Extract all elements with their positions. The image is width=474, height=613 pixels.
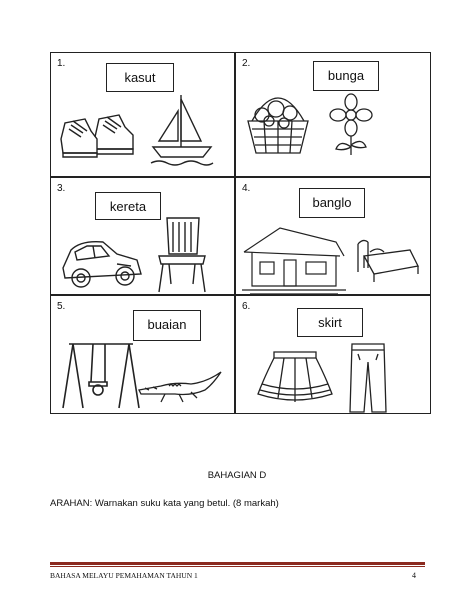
cell-number: 6.	[242, 301, 251, 312]
exercise-cell-4	[235, 177, 431, 295]
sailboat-picture	[147, 89, 217, 169]
footer-title: BAHASA MELAYU PEMAHAMAN TAHUN 1	[50, 571, 198, 580]
footer-rule-thin	[50, 566, 425, 567]
skirt-picture	[256, 348, 334, 406]
section-title: BAHAGIAN D	[207, 470, 267, 481]
exercise-cell-6	[235, 295, 431, 414]
house-picture	[240, 224, 348, 296]
cell-number: 2.	[242, 58, 251, 69]
trousers-picture	[344, 340, 392, 414]
word-box: buaian	[133, 310, 201, 341]
word-box: kasut	[106, 63, 174, 92]
word-box: kereta	[95, 192, 161, 220]
word-box: skirt	[297, 308, 363, 337]
page-number: 4	[412, 571, 416, 580]
cell-number: 4.	[242, 183, 251, 194]
word-box: banglo	[299, 188, 365, 218]
fruit-basket-picture	[242, 81, 314, 157]
cell-number: 5.	[57, 301, 66, 312]
exercise-cell-5	[50, 295, 235, 414]
swing-picture	[61, 340, 141, 410]
exercise-cell-1	[50, 52, 235, 177]
flower-picture	[326, 93, 376, 157]
cell-number: 1.	[57, 58, 66, 69]
chair-picture	[151, 214, 213, 294]
footer-rule	[50, 562, 425, 565]
word-box: bunga	[313, 61, 379, 91]
car-picture	[57, 234, 145, 294]
exercise-cell-2	[235, 52, 431, 177]
exercise-grid	[50, 52, 431, 414]
crocodile-picture	[135, 368, 225, 408]
bed-picture	[352, 238, 422, 288]
shoes-picture	[57, 109, 139, 169]
instruction-text: ARAHAN: Warnakan suku kata yang betul. (8 markah)	[50, 498, 279, 509]
exercise-cell-3	[50, 177, 235, 295]
cell-number: 3.	[57, 183, 66, 194]
